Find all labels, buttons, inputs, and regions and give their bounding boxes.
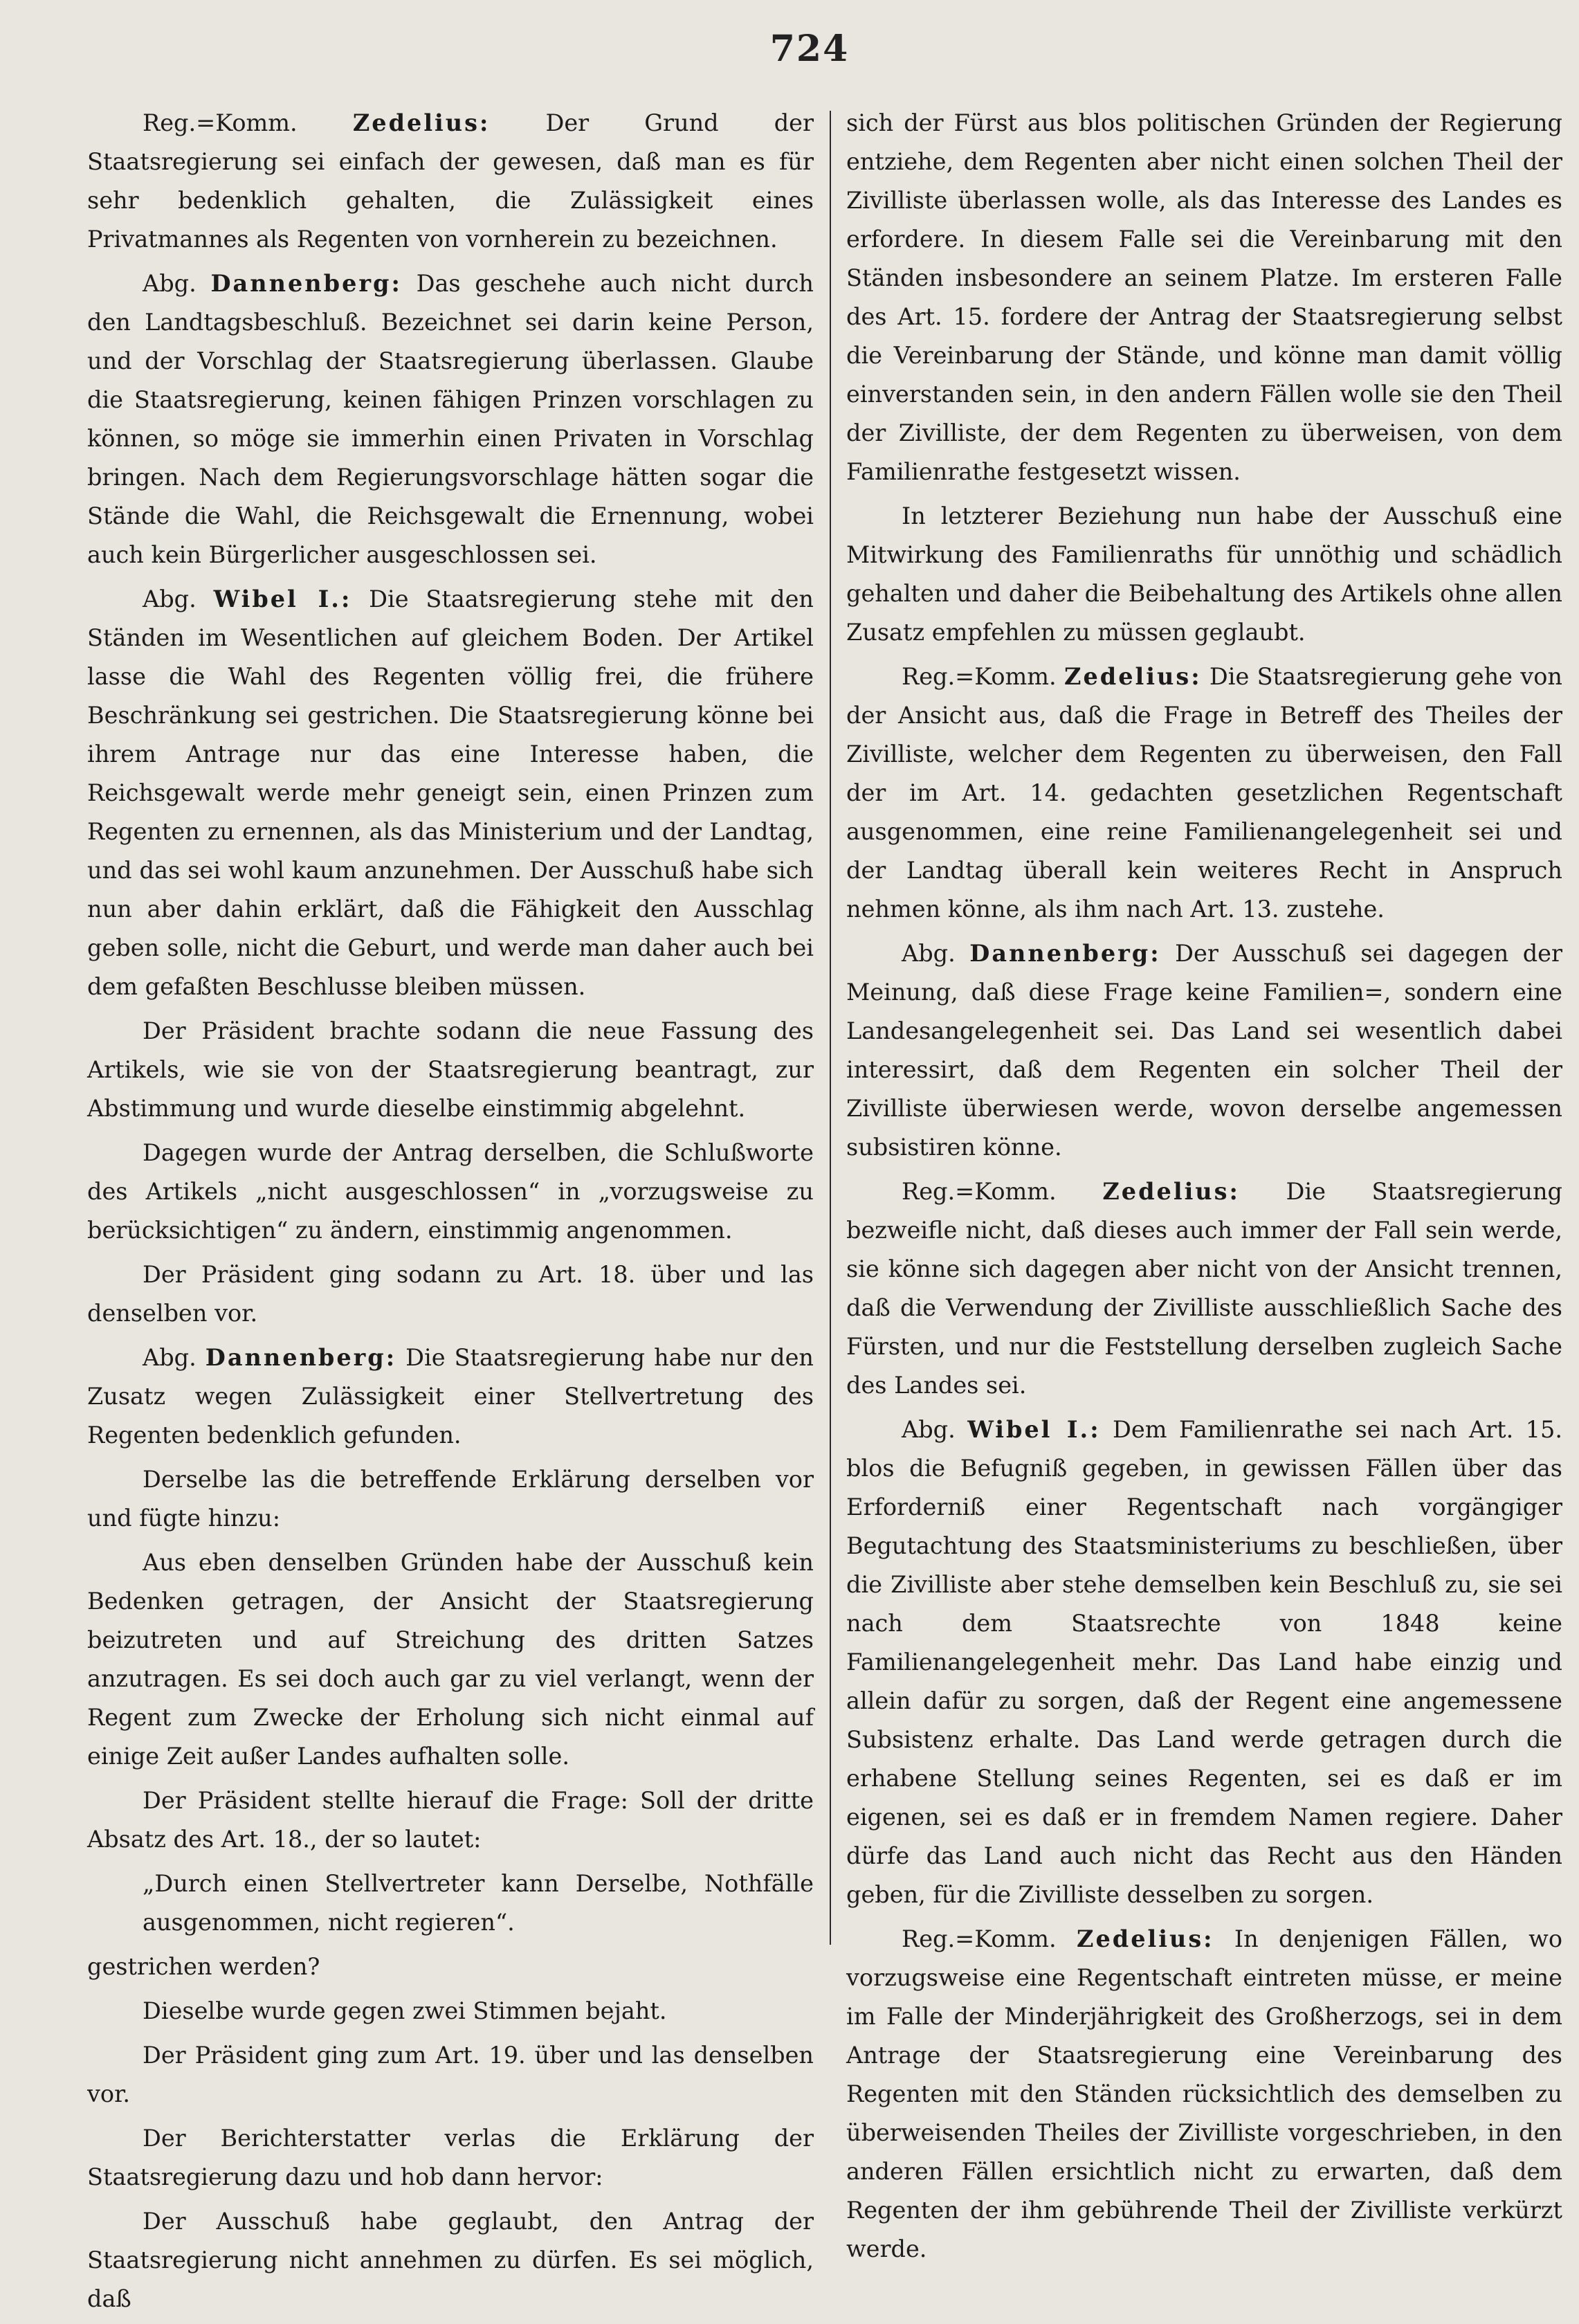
speaker-name: Dannenberg: [210,270,402,297]
paragraph: Derselbe las die betreffende Erklärung derselben vor und fügte hinzu: [87,1466,814,1532]
paragraph: Reg.=Komm. Zedelius: Der Grund der Staatsregierung sei einfach der gewesen, daß man es für sehr bedenklich gehalten, die Zulässigkeit eines Privatmannes als Regenten von vornherein zu bezeichnen. [87,109,814,253]
paragraph: Der Präsident brachte sodann die neue Fassung des Artikels, wie sie von der Staatsregierung beantragt, zur Abstimmung und wurde dieselbe einstimmig abgelehnt. [87,1017,814,1122]
paragraph: Abg. Wibel I.: Dem Familienrathe sei nach Art. 15. blos die Befugniß gegeben, in gewissen Fällen über das Erforderniß einer Regentschaft nach vorgängiger Begutachtung des Staatsministeriums zu beschließen, über die Zivilliste aber stehe demselben kein Beschluß zu, sie sei nach dem Staatsrechte von 1848 keine Familienangelegenheit mehr. Das Land habe einzig und allein dafür zu sorgen, daß der Regent eine angemessene Subsistenz erhalte. Das Land werde getragen durch die erhabene Stellung seines Regenten, sei es daß er im eigenen, sei es daß er in fremdem Namen regiere. Daher dürfe das Land auch nicht das Recht aus den Händen geben, für die Zivilliste desselben zu sorgen. [846,1416,1563,1908]
paragraph: gestrichen werden? [87,1953,320,1980]
speaker-name: Zedelius: [1064,663,1202,690]
paragraph: Dagegen wurde der Antrag derselben, die Schlußworte des Artikels „nicht ausgeschlossen“ in „vorzugsweise zu berücksichtigen“ zu ändern, einstimmig angenommen. [87,1139,814,1244]
paragraph: Der Präsident ging sodann zu Art. 18. über und las denselben vor. [87,1261,814,1327]
paragraph: sich der Fürst aus blos politischen Gründen der Regierung entziehe, dem Regenten aber nicht einen solchen Theil der Zivilliste überlassen wolle, als das Interesse des Landes es erfordere. In diesem Falle sei die Vereinbarung mit den Ständen insbesondere an seinem Platze. Im ersteren Falle des Art. 15. fordere der Antrag der Staatsregierung selbst die Vereinbarung der Stände, und könne man damit völlig einverstanden sein, in den andern Fällen wolle sie den Theil der Zivilliste, der dem Regenten zu überweisen, von dem Familienrathe festgesetzt wissen. [846,109,1562,485]
paragraph: Abg. Dannenberg: Das geschehe auch nicht durch den Landtagsbeschluß. Bezeichnet sei darin keine Person, und der Vorschlag der Staatsregierung überlassen. Glaube die Staatsregierung, keinen fähigen Prinzen vorschlagen zu können, so möge sie immerhin einen Privaten in Vorschlag bringen. Nach dem Regierungsvorschlage hätten sogar die Stände die Wahl, die Reichsgewalt die Ernennung, wobei auch kein Bürgerlicher ausgeschlossen sei. [87,270,814,568]
speaker-name: Wibel I.: [967,1416,1101,1443]
left-column [87,104,814,2324]
paragraph: Abg. Dannenberg: Der Ausschuß sei dagegen der Meinung, daß diese Frage keine Familien=, sondern eine Landesangelegenheit sei. Das Land sei wesentlich dabei interessirt, daß dem Regenten ein solcher Theil der Zivilliste überwiesen werde, wovon derselbe angemessen subsistiren könne. [846,940,1562,1161]
column-divider [830,111,831,1945]
speaker-name: Dannenberg: [205,1344,397,1371]
speaker-name: Wibel I.: [213,585,352,612]
paragraph: Reg.=Komm. Zedelius: In denjenigen Fällen, wo vorzugsweise eine Regentschaft eintreten müsse, er meine im Falle der Minderjährigkeit des Großherzogs, sei in dem Antrage der Staatsregierung eine Vereinbarung des Regenten mit den Ständen rücksichtlich des demselben zu überweisenden Theiles der Zivilliste vorgeschrieben, in den anderen Fällen ersichtlich nicht zu erwarten, daß dem Regenten der ihm gebührende Theil der Zivilliste verkürzt werde. [846,1925,1562,2262]
speaker-name: Zedelius: [1077,1925,1214,1952]
paragraph: Der Präsident ging zum Art. 19. über und las denselben vor. [87,2042,814,2107]
paragraph: Der Berichterstatter verlas die Erklärung der Staatsregierung dazu und hob dann hervor: [87,2125,814,2190]
paragraph: Der Präsident stellte hierauf die Frage: Soll der dritte Absatz des Art. 18., der so lautet: [87,1787,814,1853]
quoted-clause: „Durch einen Stellvertreter kann Derselbe, Nothfälle ausgenommen, nicht regieren“. [143,1870,814,1936]
paragraph: Abg. Dannenberg: Die Staatsregierung habe nur den Zusatz wegen Zulässigkeit einer Stellvertretung des Regenten bedenklich gefunden. [87,1344,814,1449]
paragraph: Dieselbe wurde gegen zwei Stimmen bejaht. [143,1997,667,2024]
paragraph: Reg.=Komm. Zedelius: Die Staatsregierung gehe von der Ansicht aus, daß die Frage in Betreff des Theiles der Zivilliste, welcher dem Regenten zu überweisen, den Fall der im Art. 14. gedachten gesetzlichen Regentschaft ausgenommen, eine reine Familienangelegenheit sei und der Landtag überall kein weiteres Recht in Anspruch nehmen könne, als ihm nach Art. 13. zustehe. [846,663,1562,923]
speaker-name: Dannenberg: [969,940,1161,967]
paragraph: In letzterer Beziehung nun habe der Ausschuß eine Mitwirkung des Familienraths für unnöthig und schädlich gehalten und daher die Beibehaltung des Artikels ohne allen Zusatz empfehlen zu müssen geglaubt. [846,502,1562,646]
paragraph: Reg.=Komm. Zedelius: Die Staatsregierung bezweifle nicht, daß dieses auch immer der Fall sein werde, sie könne sich dagegen aber nicht von der Ansicht trennen, daß die Verwendung der Zivilliste ausschließlich Sache des Fürsten, und nur die Feststellung derselben zugleich Sache des Landes sei. [846,1178,1562,1399]
speaker-name: Zedelius: [1102,1178,1240,1205]
page-number: 724 [769,28,850,70]
paragraph: Aus eben denselben Gründen habe der Ausschuß kein Bedenken getragen, der Ansicht der Staatsregierung beizutreten und auf Streichung des dritten Satzes anzutragen. Es sei doch auch gar zu viel verlangt, wenn der Regent zum Zwecke der Erholung sich nicht einmal auf einige Zeit außer Landes aufhalten solle. [87,1549,814,1770]
right-column [846,104,1562,2274]
paragraph: Abg. Wibel I.: Die Staatsregierung stehe mit den Ständen im Wesentlichen auf gleichem Boden. Der Artikel lasse die Wahl des Regenten völlig frei, die frühere Beschränkung sei gestrichen. Die Staatsregierung könne bei ihrem Antrage nur das eine Interesse haben, die Reichsgewalt werde mehr geneigt sein, einen Prinzen zum Regenten zu ernennen, als das Ministerium und der Landtag, und das sei wohl kaum anzunehmen. Der Ausschuß habe sich nun aber dahin erklärt, daß die Fähigkeit den Ausschlag geben solle, nicht die Geburt, und werde man daher auch bei dem gefaßten Beschlusse bleiben müssen. [87,585,814,1000]
speaker-name: Zedelius: [352,109,491,136]
paragraph: Der Ausschuß habe geglaubt, den Antrag der Staatsregierung nicht annehmen zu dürfen. Es sei möglich, daß [87,2208,814,2312]
